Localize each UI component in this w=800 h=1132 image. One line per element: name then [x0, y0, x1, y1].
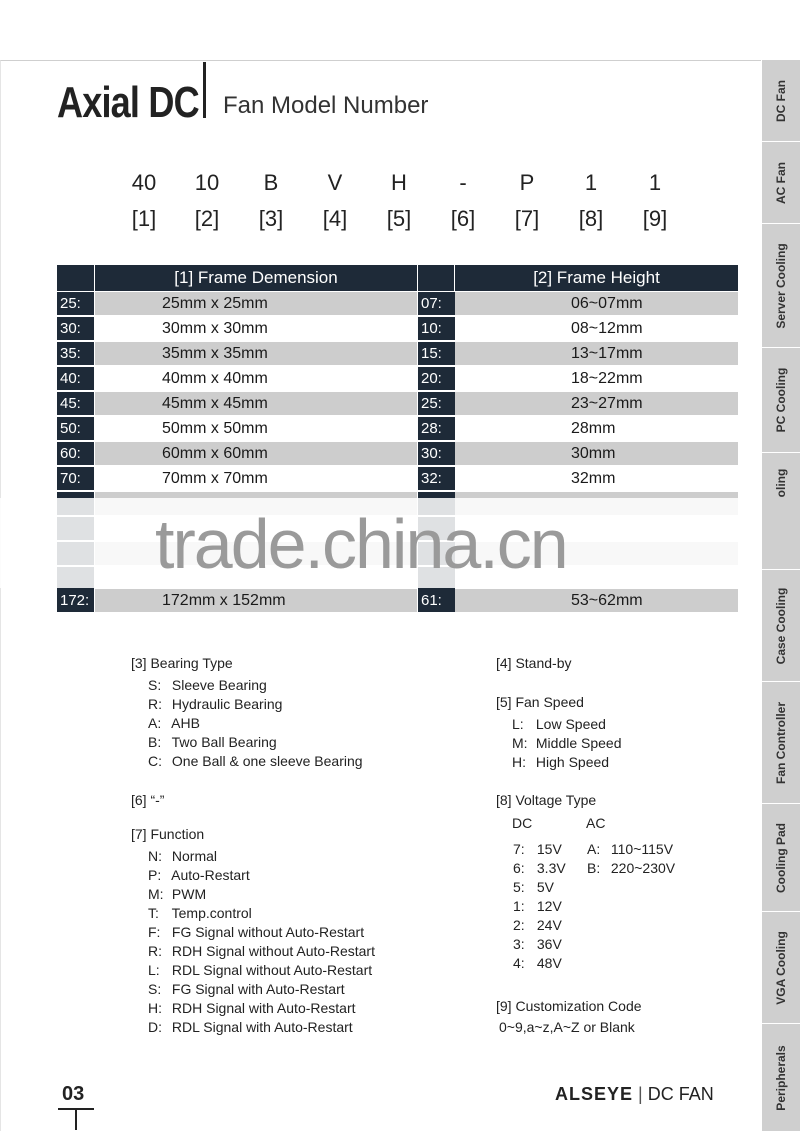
item-label: 15V [536, 841, 562, 857]
list-item [131, 923, 375, 942]
page-number-tick [75, 1108, 77, 1130]
item-code: 2: [513, 917, 525, 933]
sidebar-tab-obscured[interactable] [762, 453, 800, 570]
height-code: 10: [418, 317, 455, 340]
model-code: - [459, 170, 467, 195]
model-index: [3] [258, 206, 284, 231]
item-code: 3: [513, 936, 525, 952]
model-index: [1] [131, 206, 157, 231]
item-code: D: [148, 1019, 162, 1035]
item-code: N: [148, 848, 162, 864]
sidebar-tab-peripherals[interactable] [762, 1024, 800, 1132]
dimension-value: 40mm x 40mm [95, 367, 417, 390]
height-value: 18~22mm [455, 367, 738, 390]
list-item [131, 885, 375, 904]
dimension-code: 35: [57, 342, 94, 365]
watermark-text: trade.china.cn [155, 505, 567, 583]
list-item [131, 752, 363, 771]
list-item [131, 847, 375, 866]
list-item [496, 734, 622, 753]
dimension-value: 25mm x 25mm [95, 292, 417, 315]
height-code: 20: [418, 367, 455, 390]
model-index: [5] [386, 206, 412, 231]
dimension-code: 30: [57, 317, 94, 340]
height-code: 07: [418, 292, 455, 315]
dash-section [131, 792, 164, 813]
sidebar-tab-vga-cooling[interactable] [762, 912, 800, 1024]
frame-dimension-header: [1] Frame Demension [95, 265, 417, 291]
dc-list [496, 840, 566, 973]
sidebar-tab-label: oling [774, 468, 788, 498]
dimension-code: 172: [57, 589, 94, 612]
section-title: [9] Customization Code [496, 998, 642, 1014]
item-label: AHB [171, 715, 200, 731]
item-label: One Ball & one sleeve Bearing [171, 753, 363, 769]
list-item [131, 676, 363, 695]
item-code: L: [148, 962, 160, 978]
height-value: 13~17mm [455, 342, 738, 365]
item-label: 36V [536, 936, 562, 952]
sidebar-tab-case-cooling[interactable] [762, 570, 800, 682]
ac-list [570, 840, 675, 878]
table-row [57, 392, 738, 415]
table-row [57, 317, 738, 340]
item-code: 7: [513, 841, 525, 857]
sidebar-tab-cooling-pad[interactable] [762, 804, 800, 912]
list-item [496, 954, 566, 973]
page-subtitle: Fan Model Number [223, 92, 429, 119]
table-header-corner [418, 265, 454, 291]
sidebar-tab-label: Peripherals [774, 1044, 788, 1111]
voltage-section [496, 792, 696, 971]
dc-label: DC [512, 815, 533, 831]
sidebar-tab-fan-controller[interactable] [762, 682, 800, 804]
item-code: S: [148, 677, 162, 693]
item-code: B: [148, 734, 162, 750]
function-section [131, 826, 375, 1037]
height-code: 32: [418, 467, 455, 490]
list-item [131, 961, 375, 980]
dimension-code: 60: [57, 442, 94, 465]
brand-footer: ALSEYE | DC FAN [555, 1084, 714, 1104]
list-item [496, 840, 566, 859]
item-label: RDL Signal with Auto-Restart [171, 1019, 353, 1035]
sidebar-tab-label: Case Cooling [774, 587, 788, 664]
height-code: 25: [418, 392, 455, 415]
list-item [570, 859, 675, 878]
item-code: 5: [513, 879, 525, 895]
item-label: Middle Speed [535, 735, 622, 751]
item-label: Hydraulic Bearing [171, 696, 283, 712]
table-row [57, 292, 738, 315]
dimension-code: 50: [57, 417, 94, 440]
item-code: 1: [513, 898, 525, 914]
table-row [57, 467, 738, 490]
brand-name: ALSEYE [555, 1084, 634, 1104]
voltage-column-labels [496, 813, 696, 835]
item-label: 5V [536, 879, 555, 895]
item-label: High Speed [535, 754, 610, 770]
dimension-value: 50mm x 50mm [95, 417, 417, 440]
item-code: R: [148, 696, 162, 712]
watermark-band [0, 498, 760, 588]
list-item [131, 942, 375, 961]
list-item [496, 916, 566, 935]
model-index-row [124, 206, 684, 236]
item-code: A: [587, 841, 601, 857]
item-label: 48V [536, 955, 562, 971]
list-item [131, 733, 363, 752]
sidebar-tab-label: VGA Cooling [774, 930, 788, 1005]
customization-section [496, 998, 642, 1035]
dimension-code: 40: [57, 367, 94, 390]
list-item [496, 935, 566, 954]
sidebar-tab-pc-cooling[interactable] [762, 348, 800, 453]
item-code: R: [148, 943, 162, 959]
item-label: RDH Signal with Auto-Restart [171, 1000, 356, 1016]
item-label: RDL Signal without Auto-Restart [171, 962, 373, 978]
fan-speed-section [496, 694, 622, 772]
section-title: [7] Function [131, 826, 205, 842]
table-row [57, 367, 738, 390]
height-code: 30: [418, 442, 455, 465]
height-value: 06~07mm [455, 292, 738, 315]
height-value: 28mm [455, 417, 738, 440]
section-title: [3] Bearing Type [131, 655, 233, 671]
section-title: [4] Stand-by [496, 655, 572, 671]
customization-value: 0~9,a~z,A~Z or Blank [499, 1019, 635, 1035]
section-title: [6] “-” [131, 792, 165, 808]
model-code: 40 [131, 170, 157, 195]
dimension-code: 25: [57, 292, 94, 315]
item-label: 110~115V [610, 841, 674, 857]
list-item [131, 714, 363, 733]
item-label: PWM [171, 886, 207, 902]
brand-subtitle: DC FAN [647, 1084, 714, 1104]
height-value: 30mm [455, 442, 738, 465]
model-code-row [124, 170, 684, 200]
item-label: Auto-Restart [171, 867, 250, 883]
section-title: [5] Fan Speed [496, 694, 584, 710]
item-label: 3.3V [536, 860, 566, 876]
model-index: [2] [194, 206, 220, 231]
model-code: 1 [648, 170, 662, 195]
item-code: M: [512, 735, 528, 751]
item-label: Temp.control [171, 905, 252, 921]
item-label: 220~230V [610, 860, 676, 876]
ac-label: AC [586, 815, 606, 831]
item-code: T: [148, 905, 159, 921]
item-label: 12V [536, 898, 562, 914]
bearing-type-section [131, 655, 363, 771]
item-code: 6: [513, 860, 525, 876]
table-row [57, 442, 738, 465]
model-code: 10 [194, 170, 220, 195]
item-code: H: [512, 754, 526, 770]
model-code: V [327, 170, 343, 195]
section-title: [8] Voltage Type [496, 792, 597, 808]
title-divider [203, 62, 206, 118]
sidebar-tab-server-cooling[interactable] [762, 224, 800, 348]
sidebar-tab-label: DC Fan [774, 79, 788, 122]
list-item [570, 840, 675, 859]
height-code: 61: [418, 589, 455, 612]
list-item [496, 897, 566, 916]
model-code: H [391, 170, 407, 195]
model-index: [4] [322, 206, 348, 231]
list-item [131, 1018, 375, 1037]
model-code: 1 [584, 170, 598, 195]
item-code: L: [512, 716, 524, 732]
model-index: [9] [642, 206, 668, 231]
height-value: 32mm [455, 467, 738, 490]
item-label: Normal [171, 848, 218, 864]
item-code: C: [148, 753, 162, 769]
item-code: P: [148, 867, 162, 883]
list-item [496, 878, 566, 897]
frame-height-header: [2] Frame Height [455, 265, 738, 291]
list-item [131, 695, 363, 714]
page-title: Axial DC [57, 78, 199, 127]
height-code: 28: [418, 417, 455, 440]
sidebar-tab-label: Server Cooling [774, 242, 788, 329]
model-code: P [519, 170, 535, 195]
page-number: 03 [62, 1083, 85, 1105]
item-label: Sleeve Bearing [171, 677, 267, 693]
item-code: F: [148, 924, 161, 940]
height-code: 15: [418, 342, 455, 365]
item-code: B: [587, 860, 601, 876]
list-item [131, 999, 375, 1018]
sidebar-tab-label: PC Cooling [774, 367, 788, 433]
item-label: Low Speed [535, 716, 606, 732]
item-label: Two Ball Bearing [171, 734, 277, 750]
height-value: 23~27mm [455, 392, 738, 415]
dimension-code: 45: [57, 392, 94, 415]
stand-by-section [496, 655, 572, 676]
item-label: 24V [536, 917, 562, 933]
table-row [57, 589, 738, 612]
height-value: 53~62mm [455, 589, 738, 612]
sidebar-tab-ac-fan[interactable] [762, 142, 800, 224]
dimension-value: 172mm x 152mm [95, 589, 417, 612]
item-label: RDH Signal without Auto-Restart [171, 943, 375, 959]
list-item [496, 753, 622, 772]
sidebar-tab-label: Fan Controller [774, 701, 788, 784]
dimension-code: 70: [57, 467, 94, 490]
model-index: [6] [450, 206, 476, 231]
dimension-value: 45mm x 45mm [95, 392, 417, 415]
model-code: B [263, 170, 279, 195]
dimension-value: 35mm x 35mm [95, 342, 417, 365]
model-index: [7] [514, 206, 540, 231]
table-row [57, 417, 738, 440]
list-item [131, 866, 375, 885]
list-item [131, 904, 375, 923]
list-item [131, 980, 375, 999]
model-index: [8] [578, 206, 604, 231]
sidebar-tab-dc-fan[interactable] [762, 60, 800, 142]
height-value: 08~12mm [455, 317, 738, 340]
item-code: 4: [513, 955, 525, 971]
item-code: A: [148, 715, 162, 731]
category-sidebar [762, 60, 800, 1132]
dimension-value: 70mm x 70mm [95, 467, 417, 490]
list-item [496, 859, 566, 878]
item-code: S: [148, 981, 162, 997]
item-label: FG Signal with Auto-Restart [171, 981, 345, 997]
item-code: M: [148, 886, 164, 902]
dimension-value: 30mm x 30mm [95, 317, 417, 340]
list-item [496, 715, 622, 734]
dimension-value: 60mm x 60mm [95, 442, 417, 465]
item-code: H: [148, 1000, 162, 1016]
table-row [57, 342, 738, 365]
sidebar-tab-label: Cooling Pad [774, 822, 788, 893]
sidebar-tab-label: AC Fan [774, 161, 788, 204]
table-header-corner [57, 265, 94, 291]
item-label: FG Signal without Auto-Restart [171, 924, 365, 940]
